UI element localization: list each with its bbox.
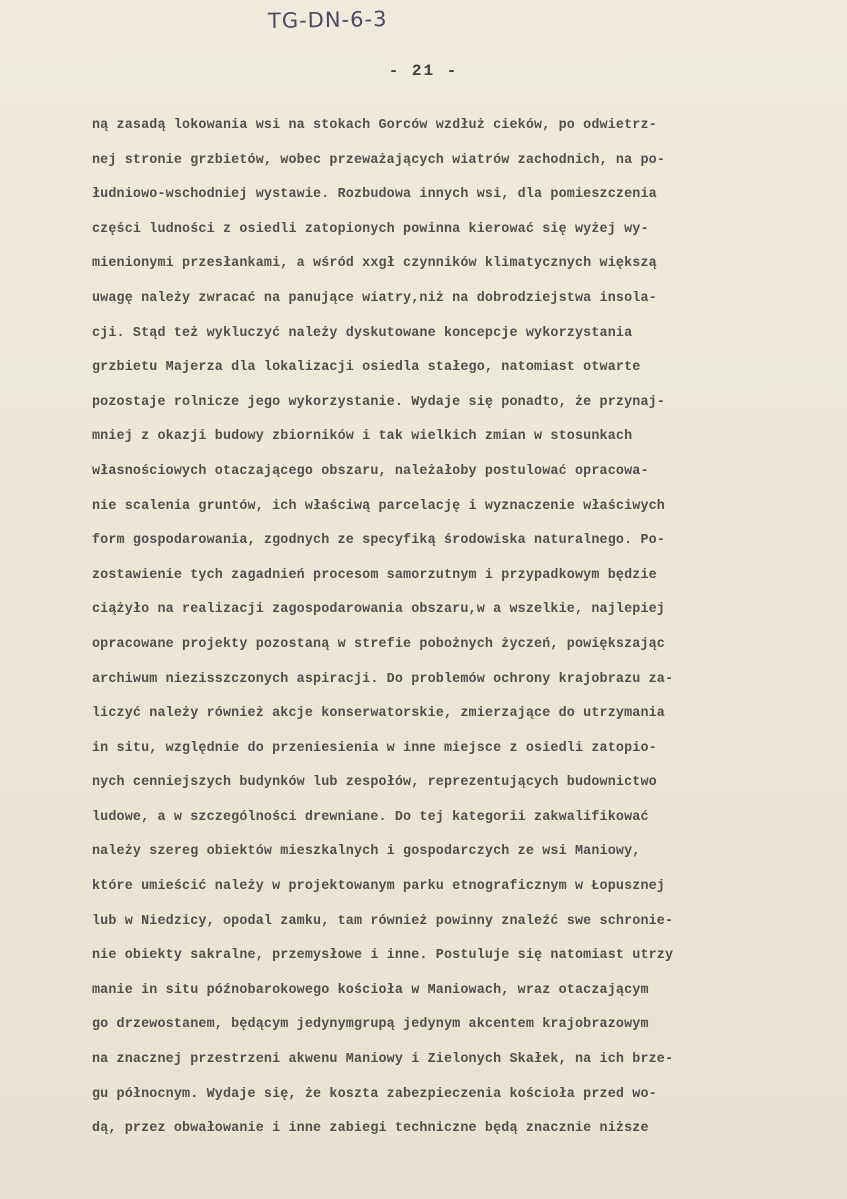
text-line: ludowe, a w szczególności drewniane. Do tej kategorii zakwalifikować <box>92 809 649 825</box>
text-line: ciążyło na realizacji zagospodarowania obszaru,w a wszelkie, najlepiej <box>92 602 665 618</box>
text-line: nie scalenia gruntów, ich właściwą parcelację i wyznaczenie właściwych <box>92 498 665 514</box>
text-line: ną zasadą lokowania wsi na stokach Gorców wzdłuż cieków, po odwietrz- <box>92 118 657 133</box>
text-line: na znacznej przestrzeni akwenu Maniowy i Zielonych Skałek, na ich brze- <box>92 1052 674 1068</box>
archive-reference-number: TG-DN-6-3 <box>267 6 388 34</box>
text-line: mienionymi przesłankami, a wśród xxgł czynników klimatycznych większą <box>92 256 657 272</box>
text-line: nej stronie grzbietów, wobec przeważających wiatrów zachodnich, na po- <box>92 152 665 168</box>
text-line: manie in situ późnobarokowego kościoła w Maniowach, wraz otaczającym <box>92 982 649 998</box>
text-line: zostawienie tych zagadnień procesom samorzutnym i przypadkowym będzie <box>92 567 657 583</box>
text-line: gu północnym. Wydaje się, że koszta zabezpieczenia kościoła przed wo- <box>92 1086 657 1102</box>
text-line: lub w Niedzicy, opodal zamku, tam również powinny znaleźć swe schronie- <box>92 913 674 929</box>
text-line: opracowane projekty pozostaną w strefie pobożnych życzeń, powiększając <box>92 636 665 652</box>
page-number: - 21 - <box>388 62 459 80</box>
text-line: nie obiekty sakralne, przemysłowe i inne. Postuluje się natomiast utrzy <box>92 948 674 964</box>
text-line: go drzewostanem, będącym jedynymgrupą jedynym akcentem krajobrazowym <box>92 1017 649 1033</box>
text-line: in situ, względnie do przeniesienia w inne miejsce z osiedli zatopio- <box>92 740 657 756</box>
text-line: archiwum niezisszczonych aspiracji. Do problemów ochrony krajobrazu za- <box>92 671 674 687</box>
text-line: pozostaje rolnicze jego wykorzystanie. Wydaje się ponadto, że przynaj- <box>92 394 665 410</box>
text-line: części ludności z osiedli zatopionych powinna kierować się wyżej wy- <box>92 221 649 237</box>
text-line: liczyć należy również akcje konserwatorskie, zmierzające do utrzymania <box>92 706 665 722</box>
text-line: nych cenniejszych budynków lub zespołów, reprezentujących budownictwo <box>92 775 657 791</box>
text-line: które umieścić należy w projektowanym parku etnograficznym w Łopusznej <box>92 879 665 895</box>
text-line: form gospodarowania, zgodnych ze specyfiką środowiska naturalnego. Po- <box>92 533 665 549</box>
body-text <box>92 116 832 1154</box>
text-line: należy szereg obiektów mieszkalnych i gospodarczych ze wsi Maniowy, <box>92 844 641 860</box>
text-line: mniej z okazji budowy zbiorników i tak wielkich zmian w stosunkach <box>92 429 633 445</box>
text-line: łudniowo-wschodniej wystawie. Rozbudowa innych wsi, dla pomieszczenia <box>92 187 657 203</box>
text-line: dą, przez obwałowanie i inne zabiegi techniczne będą znacznie niższe <box>92 1121 649 1137</box>
text-line: cji. Stąd też wykluczyć należy dyskutowane koncepcje wykorzystania <box>92 325 633 341</box>
text-line: uwagę należy zwracać na panujące wiatry,niż na dobrodziejstwa insola- <box>92 290 657 306</box>
text-line: grzbietu Majerza dla lokalizacji osiedla stałego, natomiast otwarte <box>92 360 641 376</box>
text-line: własnościowych otaczającego obszaru, należałoby postulować opracowa- <box>92 463 649 479</box>
